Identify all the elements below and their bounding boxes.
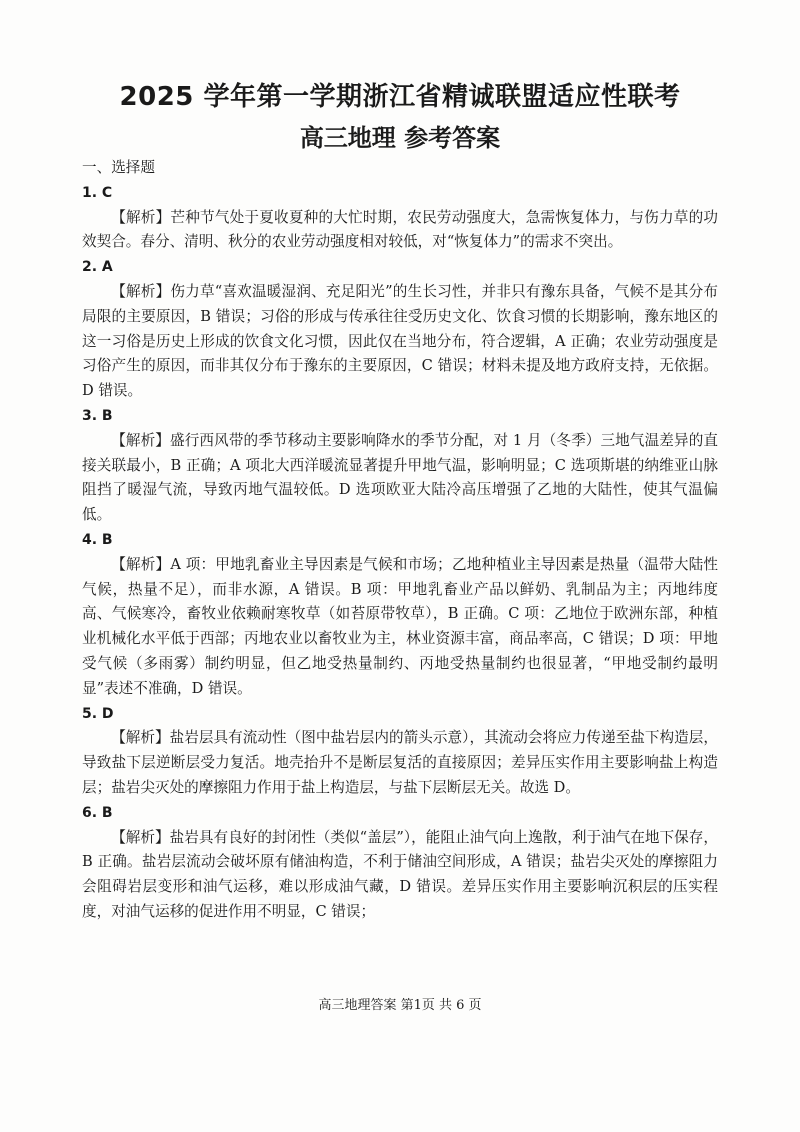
question-explanation: 【解析】伤力草“喜欢温暖湿润、充足阳光”的生长习性，并非只有豫东具备，气候不是其分布局限的主要原因，B 错误；习俗的形成与传承往往受历史文化、饮食习惯的长期影响，豫东地区的这一习俗是历史上形成的饮食文化习惯，因此仅在当地分布，符合逻辑，A 正确；农业劳动强度是习俗产生的原因，而非其仅分布于豫东的主要原因，C 错误；材料未提及地方政府支持，无依据。D 错误。 xyxy=(82,282,718,400)
question-answer: 5. D xyxy=(82,705,114,722)
question-item xyxy=(82,255,718,404)
question-explanation: 【解析】盐岩具有良好的封闭性（类似“盖层”），能阻止油气向上逸散，利于油气在地下保存，B 正确。盐岩层流动会破坏原有储油构造，不利于储油空间形成，A 错误；盐岩尖灭处的摩擦阻力会阻碍岩层变形和油气运移，难以形成油气藏，D 错误。差异压实作用主要影响沉积层的压实程度，对油气运移的促进作用不明显，C 错误； xyxy=(82,828,718,920)
question-answer: 3. B xyxy=(82,407,113,424)
section-heading: 一、选择题 xyxy=(82,159,155,176)
answer-content xyxy=(82,156,718,925)
question-item xyxy=(82,702,718,801)
question-explanation: 【解析】盐岩层具有流动性（图中盐岩层内的箭头示意），其流动会将应力传递至盐下构造层，导致盐下层逆断层受力复活。地壳抬升不是断层复活的直接原因；差异压实作用主要影响盐上构造层；盐岩尖灭处的摩擦阻力作用于盐上构造层，与盐下层断层无关。故选 D。 xyxy=(82,729,718,796)
question-explanation: 【解析】芒种节气处于夏收夏种的大忙时期，农民劳动强度大，急需恢复体力，与伤力草的功效契合。春分、清明、秋分的农业劳动强度相对较低，对“恢复体力”的需求不突出。 xyxy=(82,208,718,251)
question-explanation: 【解析】A 项：甲地乳畜业主导因素是气候和市场；乙地种植业主导因素是热量（温带大陆性气候，热量不足），而非水源，A 错误。B 项：甲地乳畜业产品以鲜奶、乳制品为主；丙地纬度高、气候寒冷，畜牧业依赖耐寒牧草（如苔原带牧草），B 正确。C 项：乙地位于欧洲东部，种植业机械化水平低于西部；丙地农业以畜牧业为主，林业资源丰富，商品率高，C 错误；D 项：甲地受气候（多雨雾）制约明显，但乙地受热量制约、丙地受热量制约也很显著，“甲地受制约最明显”表述不准确，D 错误。 xyxy=(82,555,718,697)
question-answer: 6. B xyxy=(82,804,113,821)
page-title: 2025 学年第一学期浙江省精诚联盟适应性联考 xyxy=(119,82,681,112)
question-answer: 2. A xyxy=(82,259,113,276)
question-item xyxy=(82,528,718,702)
question-explanation: 【解析】盛行西风带的季节移动主要影响降水的季节分配，对 1 月（冬季）三地气温差异的直接关联最小，B 正确；A 项北大西洋暖流显著提升甲地气温，影响明显；C 选项斯堪的纳维亚山脉阻挡了暖湿气流，导致丙地气温较低。D 选项欧亚大陆冷高压增强了乙地的大陆性，使其气温偏低。 xyxy=(82,431,718,524)
question-item xyxy=(82,801,718,925)
question-item xyxy=(82,404,718,528)
question-answer: 1. C xyxy=(82,184,113,201)
page-subtitle: 高三地理 参考答案 xyxy=(299,124,501,152)
page-footer: 高三地理答案 第1页 共 6 页 xyxy=(318,998,482,1013)
question-item xyxy=(82,181,718,255)
question-answer: 4. B xyxy=(82,531,113,548)
